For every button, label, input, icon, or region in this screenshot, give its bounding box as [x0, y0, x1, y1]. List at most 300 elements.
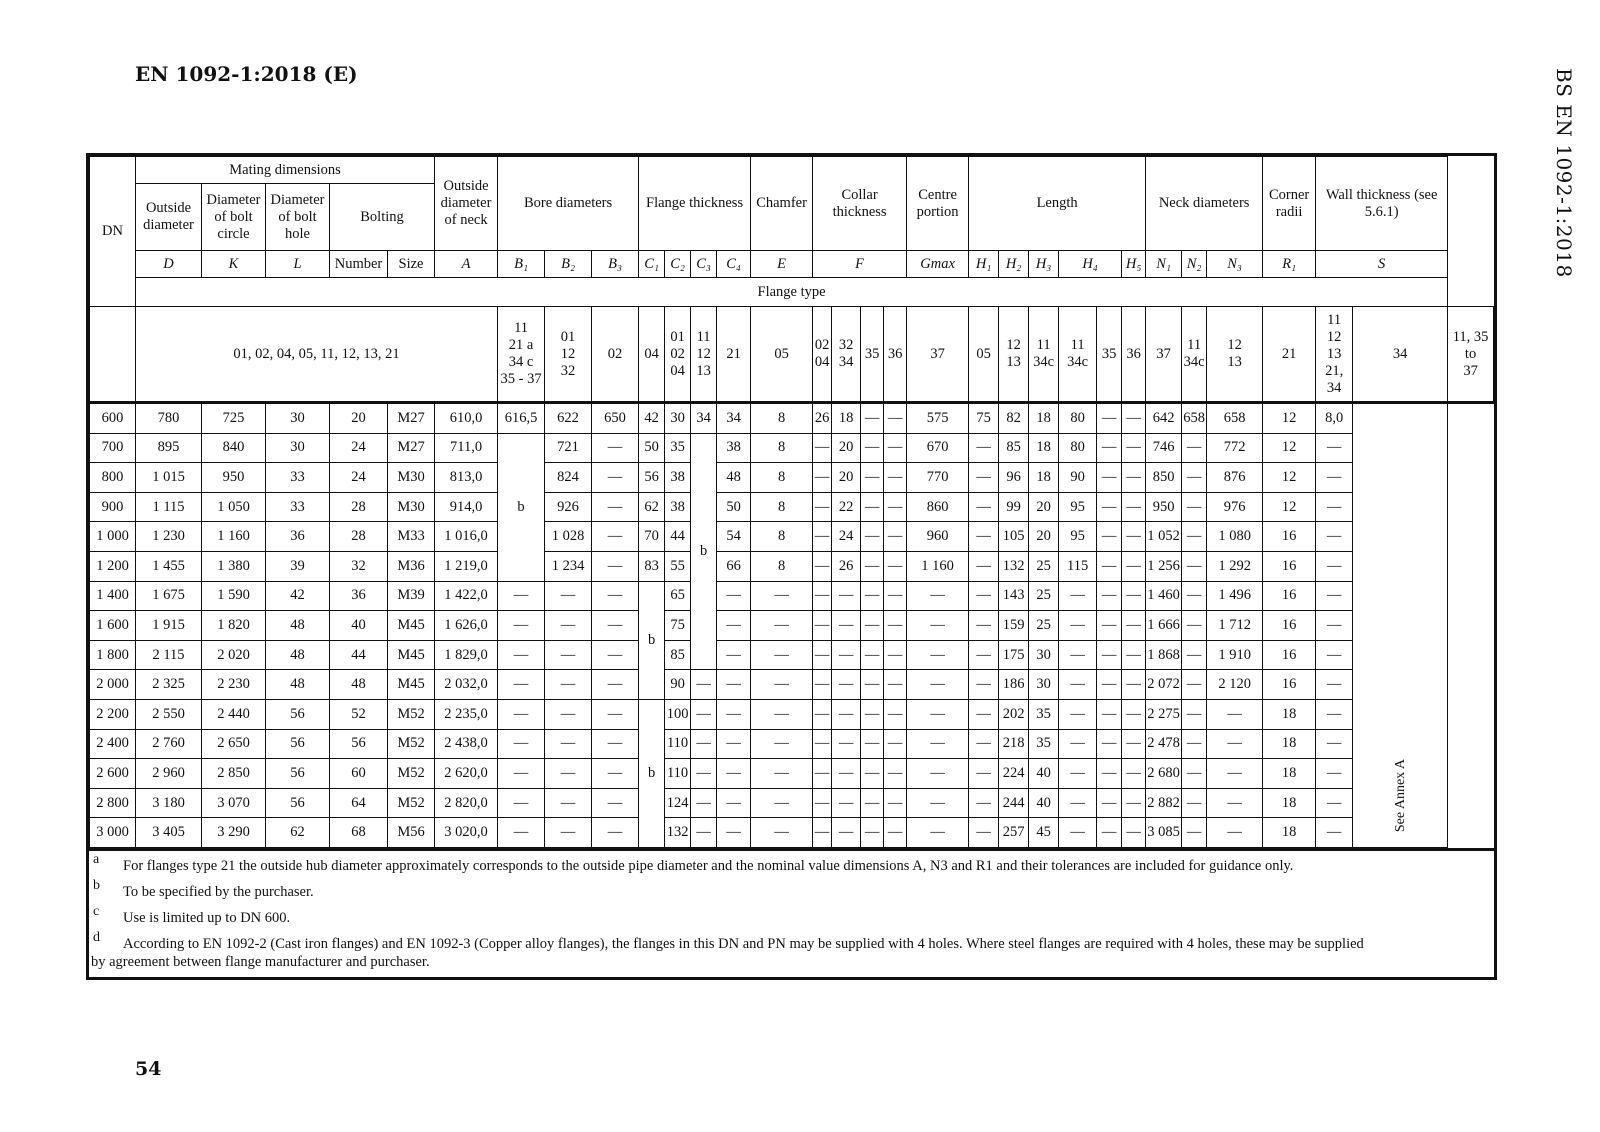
table-row: [90, 463, 1494, 493]
cell-dn: 2 400: [90, 729, 136, 759]
cell-size: M39: [388, 581, 435, 611]
cell-h3: 20: [1029, 492, 1059, 522]
code-C4: [751, 307, 813, 403]
cell-b2: —: [545, 788, 592, 818]
sym-K: K: [202, 251, 266, 278]
cell-num: 64: [330, 788, 388, 818]
cell-b1: —: [498, 788, 545, 818]
cell-k: 1 160: [202, 522, 266, 552]
code-E: [813, 307, 832, 403]
cell-n2: —: [1182, 611, 1207, 641]
cell-s1: —: [1316, 581, 1353, 611]
cell-f4: —: [884, 522, 907, 552]
cell-r1: 16: [1263, 551, 1316, 581]
cell-n3: 1 712: [1207, 611, 1263, 641]
cell-n2: —: [1182, 640, 1207, 670]
cell-b3: —: [592, 818, 639, 848]
cell-b3: —: [592, 640, 639, 670]
cell-size: M45: [388, 670, 435, 700]
cell-f4: —: [884, 433, 907, 463]
cell-f1: —: [813, 522, 832, 552]
footnote-b: b To be specified by the purchaser.: [93, 877, 314, 900]
cell-k: 840: [202, 433, 266, 463]
cell-f3: —: [861, 788, 884, 818]
cell-f1: —: [813, 581, 832, 611]
cell-b3: —: [592, 551, 639, 581]
cell-b1: —: [498, 818, 545, 848]
cell-b3: —: [592, 522, 639, 552]
code-C2-line: 13: [696, 362, 711, 379]
cell-d: 780: [136, 403, 202, 434]
cell-k: 1 050: [202, 492, 266, 522]
cell-f4: —: [884, 818, 907, 848]
cell-n1: 1 052: [1146, 522, 1182, 552]
cell-h3: 20: [1029, 522, 1059, 552]
cell-f1: —: [813, 611, 832, 641]
cell-c4: —: [717, 729, 751, 759]
cell-f1: —: [813, 551, 832, 581]
code-E-line: 04: [814, 354, 830, 370]
cell-c2: 132: [665, 818, 691, 848]
cell-s1: —: [1316, 463, 1353, 493]
cell-c4: —: [717, 759, 751, 789]
sym-H1: H₁: [969, 251, 999, 278]
cell-r1: 12: [1263, 403, 1316, 434]
cell-dn: 2 000: [90, 670, 136, 700]
cell-e: 8: [751, 463, 813, 493]
code-F2-line: 35: [864, 345, 880, 362]
cell-h2: 82: [999, 403, 1029, 434]
table-row: [90, 670, 1494, 700]
cell-e: —: [751, 729, 813, 759]
cell-n2: —: [1182, 581, 1207, 611]
outside-diameter-header: Outside diameter: [136, 184, 202, 251]
sym-H5: H₅: [1122, 251, 1146, 278]
code-A: [498, 307, 545, 403]
cell-h2: 99: [999, 492, 1029, 522]
cell-c3: —: [691, 699, 717, 729]
cell-n1: 2 882: [1146, 788, 1182, 818]
code-N1-line: 34c: [1183, 354, 1205, 370]
cell-size: M45: [388, 640, 435, 670]
cell-a: 1 626,0: [435, 611, 498, 641]
cell-h2: 175: [999, 640, 1029, 670]
cell-n3: 1 496: [1207, 581, 1263, 611]
cell-f4: —: [884, 581, 907, 611]
table-row: [90, 492, 1494, 522]
cell-c2: 35: [665, 433, 691, 463]
code-H2-line: 34c: [1033, 354, 1055, 370]
sym-L: L: [266, 251, 330, 278]
sym-C3: C₃: [691, 251, 717, 278]
cell-b2: 1 028: [545, 522, 592, 552]
cell-b3: —: [592, 433, 639, 463]
code-N1-line: 11: [1187, 337, 1202, 353]
code-H5a: [1122, 307, 1146, 403]
cell-r1: 16: [1263, 522, 1316, 552]
cell-n3: —: [1207, 759, 1263, 789]
sym-C2: C₂: [665, 251, 691, 278]
cell-b1: —: [498, 699, 545, 729]
sym-B1: B₁: [498, 251, 545, 278]
cell-h1: —: [969, 611, 999, 641]
cell-c2: 85: [665, 640, 691, 670]
cell-a: 3 020,0: [435, 818, 498, 848]
cell-b1: —: [498, 611, 545, 641]
cell-h1: —: [969, 492, 999, 522]
cell-s1: —: [1316, 611, 1353, 641]
cell-c2: 100: [665, 699, 691, 729]
cell-c4: —: [717, 699, 751, 729]
cell-b2: —: [545, 611, 592, 641]
cell-h2: 218: [999, 729, 1029, 759]
cell-l: 30: [266, 403, 330, 434]
cell-g: 1 160: [907, 551, 969, 581]
cell-l: 48: [266, 640, 330, 670]
cell-s1: —: [1316, 818, 1353, 848]
cell-d: 1 230: [136, 522, 202, 552]
cell-size: M45: [388, 611, 435, 641]
cell-e: 8: [751, 492, 813, 522]
cell-c4: 66: [717, 551, 751, 581]
cell-dn: 1 400: [90, 581, 136, 611]
code-B1: [545, 307, 592, 403]
cell-h5b: —: [1122, 759, 1146, 789]
cell-b2: —: [545, 699, 592, 729]
sym-D: D: [136, 251, 202, 278]
flange-dimensions-table: [86, 153, 1497, 980]
sym-H4: H₄: [1059, 251, 1122, 278]
cell-size: M52: [388, 729, 435, 759]
cell-f1: —: [813, 492, 832, 522]
merged-cell-C1: b: [639, 699, 665, 847]
cell-n3: 1 910: [1207, 640, 1263, 670]
cell-l: 62: [266, 818, 330, 848]
cell-c1: 83: [639, 551, 665, 581]
cell-h5a: —: [1097, 433, 1122, 463]
cell-h5b: —: [1122, 699, 1146, 729]
cell-h1: 75: [969, 403, 999, 434]
code-G-line: 05: [976, 345, 991, 362]
cell-f1: —: [813, 699, 832, 729]
bolting-header: Bolting: [330, 184, 435, 251]
cell-l: 33: [266, 463, 330, 493]
cell-b2: —: [545, 640, 592, 670]
cell-n2: —: [1182, 699, 1207, 729]
cell-n1: 2 072: [1146, 670, 1182, 700]
centre-portion-header: Centre portion: [907, 157, 969, 251]
merged-cell-B1: b: [498, 433, 545, 581]
code-N2-line: 13: [1227, 354, 1242, 370]
code-S1-line: 34: [1392, 345, 1408, 362]
cell-f2: —: [832, 818, 861, 848]
code-S2: [1448, 307, 1494, 403]
cell-d: 2 115: [136, 640, 202, 670]
code-F1-line: 34: [838, 354, 854, 370]
cell-l: 56: [266, 699, 330, 729]
cell-f4: —: [884, 670, 907, 700]
length-header: Length: [969, 157, 1146, 251]
table-row: [90, 759, 1494, 789]
cell-h5a: —: [1097, 492, 1122, 522]
cell-size: M52: [388, 788, 435, 818]
cell-h3: 30: [1029, 640, 1059, 670]
code-C1: [665, 307, 691, 403]
cell-b1: —: [498, 759, 545, 789]
code-C4-line: 05: [774, 345, 789, 362]
cell-c4: 50: [717, 492, 751, 522]
cell-d: 2 760: [136, 729, 202, 759]
cell-a: 711,0: [435, 433, 498, 463]
cell-h4: 80: [1059, 403, 1097, 434]
cell-e: —: [751, 759, 813, 789]
cell-a: 2 620,0: [435, 759, 498, 789]
cell-n2: —: [1182, 759, 1207, 789]
code-G: [969, 307, 999, 403]
cell-h5a: —: [1097, 699, 1122, 729]
cell-n1: 1 256: [1146, 551, 1182, 581]
cell-dn: 600: [90, 403, 136, 434]
cell-f1: —: [813, 640, 832, 670]
cell-n1: 950: [1146, 492, 1182, 522]
code-C1-line: 02: [670, 345, 685, 362]
cell-h4: —: [1059, 759, 1097, 789]
cell-g: 575: [907, 403, 969, 434]
cell-b3: —: [592, 699, 639, 729]
cell-l: 39: [266, 551, 330, 581]
cell-h4: 95: [1059, 522, 1097, 552]
cell-h1: —: [969, 522, 999, 552]
cell-d: 895: [136, 433, 202, 463]
cell-s1: —: [1316, 492, 1353, 522]
cell-k: 2 440: [202, 699, 266, 729]
cell-h4: —: [1059, 640, 1097, 670]
cell-n2: —: [1182, 522, 1207, 552]
cell-f1: —: [813, 670, 832, 700]
code-C2: [691, 307, 717, 403]
cell-r1: 18: [1263, 759, 1316, 789]
cell-h3: 45: [1029, 818, 1059, 848]
cell-n3: 1 080: [1207, 522, 1263, 552]
cell-f1: —: [813, 818, 832, 848]
cell-f2: 18: [832, 403, 861, 434]
cell-c4: —: [717, 818, 751, 848]
cell-dn: 900: [90, 492, 136, 522]
cell-a: 2 820,0: [435, 788, 498, 818]
cell-g: 960: [907, 522, 969, 552]
sym-Gmax: Gmax: [907, 251, 969, 278]
sym-size: Size: [388, 251, 435, 278]
cell-h3: 35: [1029, 699, 1059, 729]
cell-e: —: [751, 818, 813, 848]
cell-a: 813,0: [435, 463, 498, 493]
cell-c1: 56: [639, 463, 665, 493]
code-C1-line: 04: [670, 362, 685, 379]
cell-k: 1 380: [202, 551, 266, 581]
code-H4: [1097, 307, 1122, 403]
sym-B3: B₃: [592, 251, 639, 278]
cell-l: 56: [266, 759, 330, 789]
neck-diameters-header: Neck diameters: [1146, 157, 1263, 251]
merged-cell-C1: b: [639, 581, 665, 699]
cell-b2: —: [545, 759, 592, 789]
cell-num: 68: [330, 818, 388, 848]
code-B1-line: 32: [560, 362, 576, 379]
cell-b3: —: [592, 492, 639, 522]
cell-c3: —: [691, 788, 717, 818]
cell-e: —: [751, 670, 813, 700]
code-N2-line: 12: [1227, 337, 1242, 353]
mating-dimensions-header: Mating dimensions: [136, 157, 435, 184]
cell-s1: —: [1316, 670, 1353, 700]
cell-l: 56: [266, 729, 330, 759]
cell-k: 2 650: [202, 729, 266, 759]
cell-c4: —: [717, 611, 751, 641]
cell-dn: 1 600: [90, 611, 136, 641]
cell-d: 2 550: [136, 699, 202, 729]
cell-h1: —: [969, 670, 999, 700]
code-N3-line: 21: [1281, 345, 1297, 362]
cell-d: 1 675: [136, 581, 202, 611]
cell-num: 60: [330, 759, 388, 789]
cell-c4: 54: [717, 522, 751, 552]
cell-f2: 20: [832, 433, 861, 463]
table-row: [90, 581, 1494, 611]
code-B1-line: 12: [560, 345, 576, 362]
cell-size: M33: [388, 522, 435, 552]
cell-h5a: —: [1097, 640, 1122, 670]
cell-c2: 55: [665, 551, 691, 581]
cell-h5a: —: [1097, 522, 1122, 552]
cell-num: 20: [330, 403, 388, 434]
cell-size: M30: [388, 463, 435, 493]
bolt-circle-header: Diameter of bolt circle: [202, 184, 266, 251]
cell-h5a: —: [1097, 403, 1122, 434]
cell-n1: 850: [1146, 463, 1182, 493]
cell-a: 2 235,0: [435, 699, 498, 729]
cell-h3: 18: [1029, 433, 1059, 463]
code-H2-line: 11: [1036, 337, 1051, 353]
cell-r1: 18: [1263, 818, 1316, 848]
code-H5b: [1146, 307, 1182, 403]
cell-b2: —: [545, 729, 592, 759]
cell-f3: —: [861, 670, 884, 700]
cell-l: 48: [266, 670, 330, 700]
table-row: [90, 551, 1494, 581]
cell-r1: 12: [1263, 463, 1316, 493]
table-row: [90, 433, 1494, 463]
wall-thickness-header: Wall thickness (see 5.6.1): [1316, 157, 1448, 251]
cell-c4: —: [717, 788, 751, 818]
cell-n3: —: [1207, 788, 1263, 818]
page-header: EN 1092-1:2018 (E): [135, 62, 358, 86]
footnote-c: c Use is limited up to DN 600.: [93, 903, 291, 926]
see-annex-cell: [1353, 403, 1448, 848]
cell-b3: —: [592, 463, 639, 493]
cell-h2: 105: [999, 522, 1029, 552]
cell-size: M36: [388, 551, 435, 581]
cell-h5b: —: [1122, 463, 1146, 493]
code-C3: [717, 307, 751, 403]
code-C2-line: 12: [696, 345, 711, 362]
cell-l: 42: [266, 581, 330, 611]
cell-h2: 224: [999, 759, 1029, 789]
cell-b3: —: [592, 670, 639, 700]
cell-k: 2 850: [202, 759, 266, 789]
cell-e: —: [751, 699, 813, 729]
sym-R1: R₁: [1263, 251, 1316, 278]
cell-h1: —: [969, 759, 999, 789]
cell-d: 3 405: [136, 818, 202, 848]
cell-s1: —: [1316, 788, 1353, 818]
cell-num: 28: [330, 522, 388, 552]
cell-c2: 65: [665, 581, 691, 611]
cell-n2: —: [1182, 670, 1207, 700]
cell-a: 914,0: [435, 492, 498, 522]
cell-a: 610,0: [435, 403, 498, 434]
cell-n2: —: [1182, 818, 1207, 848]
code-S2-line: 11, 35: [1452, 328, 1489, 345]
cell-h4: —: [1059, 699, 1097, 729]
cell-h5a: —: [1097, 788, 1122, 818]
cell-n3: 1 292: [1207, 551, 1263, 581]
cell-h5a: —: [1097, 729, 1122, 759]
cell-h1: —: [969, 788, 999, 818]
cell-c4: —: [717, 670, 751, 700]
cell-g: —: [907, 581, 969, 611]
cell-b3: —: [592, 581, 639, 611]
cell-h4: —: [1059, 670, 1097, 700]
cell-n3: 2 120: [1207, 670, 1263, 700]
cell-g: —: [907, 818, 969, 848]
sym-C1: C₁: [639, 251, 665, 278]
cell-r1: 12: [1263, 492, 1316, 522]
cell-c1: 70: [639, 522, 665, 552]
cell-num: 24: [330, 433, 388, 463]
code-A-line: 21 a: [508, 337, 534, 353]
cell-a: 1 422,0: [435, 581, 498, 611]
code-F1: [832, 307, 861, 403]
cell-n3: 772: [1207, 433, 1263, 463]
code-H2: [1029, 307, 1059, 403]
cell-c1: 50: [639, 433, 665, 463]
cell-c4: 38: [717, 433, 751, 463]
cell-f2: 20: [832, 463, 861, 493]
cell-dn: 800: [90, 463, 136, 493]
cell-num: 32: [330, 551, 388, 581]
cell-c3: —: [691, 729, 717, 759]
cell-h5b: —: [1122, 640, 1146, 670]
code-H5b-line: 37: [1156, 345, 1171, 362]
cell-n2: —: [1182, 463, 1207, 493]
cell-n1: 642: [1146, 403, 1182, 434]
cell-h4: 95: [1059, 492, 1097, 522]
cell-dn: 700: [90, 433, 136, 463]
cell-h3: 25: [1029, 551, 1059, 581]
cell-n3: —: [1207, 818, 1263, 848]
code-mating: 01, 02, 04, 05, 11, 12, 13, 21: [136, 307, 498, 403]
table-row: [90, 729, 1494, 759]
cell-g: —: [907, 670, 969, 700]
cell-r1: 18: [1263, 699, 1316, 729]
flange-type-codes-row: [90, 307, 1494, 403]
cell-n3: —: [1207, 699, 1263, 729]
cell-f4: —: [884, 492, 907, 522]
code-R1-line: 13: [1326, 345, 1342, 362]
cell-c4: 34: [717, 403, 751, 434]
cell-e: 8: [751, 522, 813, 552]
cell-g: —: [907, 640, 969, 670]
